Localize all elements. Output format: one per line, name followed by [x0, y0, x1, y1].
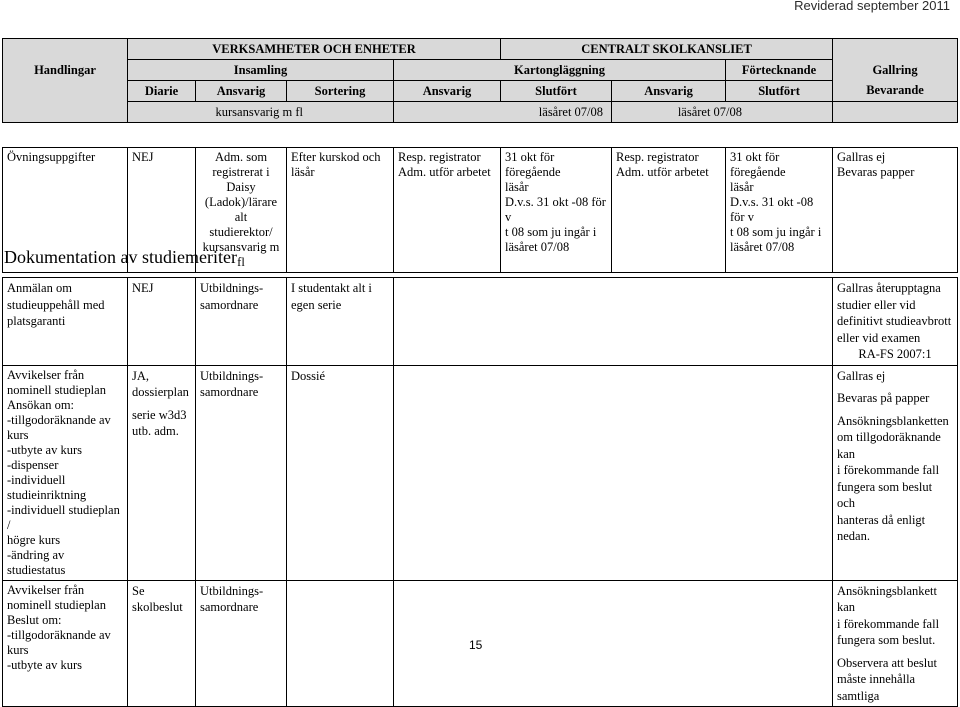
row-sortering [287, 580, 394, 707]
table-row [3, 365, 958, 580]
row-ansvarig: Utbildnings- samordnare [196, 580, 287, 707]
ovn-kart-slutfort: 31 okt för föregående läsår D.v.s. 31 okt -08 för v t 08 som ju ingår i läsåret 07/08 [501, 148, 612, 273]
group-central: CENTRALT SKOLKANSLIET [501, 39, 833, 60]
col-gallring: Gallring [833, 60, 958, 81]
col-forteckning: Förtecknande [726, 60, 833, 81]
row-gallring: Gallras ej Bevaras på papper Ansökningsblanketten om tillgodoräknande kan i förekommande fall fungera som beslut och hanteras då enligt nedan. [833, 365, 958, 580]
col-ansvarig-3: Ansvarig [612, 81, 726, 102]
row-gallring: Gallras återupptagna studier eller vid definitivt studieavbrott eller vid examen RA-FS 2007:1 [833, 278, 958, 366]
row-name: Avvikelser från nominell studieplan Beslut om: -tillgodoräknande av kurs -utbyte av kurs [3, 580, 128, 707]
ovn-ansvarig: Adm. som registrerat i Daisy (Ladok)/lärare alt studierektor/ kursansvarig m fl [196, 148, 287, 273]
revision-note: Reviderad september 2011 [794, 0, 950, 13]
row-name: Avvikelser från nominell studieplan Ansökan om: -tillgodoräknande av kurs -utbyte av kurs -dispenser -individuell studieinriktning -individuell studieplan / högre kurs -ändring av studiestatus [3, 365, 128, 580]
row3-kursansvarig: kursansvarig m fl [128, 102, 394, 123]
col-bevarande: Bevarande [833, 81, 958, 102]
col-ansvarig-2: Ansvarig [394, 81, 501, 102]
ovn-gallring: Gallras ej Bevaras papper [833, 148, 958, 273]
table-row [3, 278, 958, 366]
ovn-diarie: NEJ [128, 148, 196, 273]
row-ansvarig: Utbildnings- samordnare [196, 278, 287, 366]
ovn-kart-ansvarig: Resp. registrator Adm. utför arbetet [394, 148, 501, 273]
ovn-fort-ansvarig: Resp. registrator Adm. utför arbetet [612, 148, 726, 273]
row3-lasaret-1: läsåret 07/08 [394, 102, 612, 123]
group-verksamheter: VERKSAMHETER OCH ENHETER [128, 39, 501, 60]
col-sortering: Sortering [287, 81, 394, 102]
row-diarie: NEJ [128, 278, 196, 366]
col-slutfort-1: Slutfört [501, 81, 612, 102]
col-insamling: Insamling [128, 60, 394, 81]
section-title: Dokumentation av studiemeriter [4, 247, 237, 267]
ovn-name: Övningsuppgifter [3, 148, 128, 273]
row-diarie: Se skolbeslut [128, 580, 196, 707]
page-number: 15 [469, 638, 483, 652]
col-kartlaggning: Kartongläggning [394, 60, 726, 81]
row-sortering: Dossié [287, 365, 394, 580]
header-table [2, 38, 958, 123]
col-handlingar: Handlingar [3, 60, 128, 81]
col-ansvarig-1: Ansvarig [196, 81, 287, 102]
row-gallring: Ansökningsblankett kan i förekommande fall fungera som beslut. Observera att beslut måste innehålla samtliga [833, 580, 958, 707]
row-diarie: JA, dossierplan serie w3d3 utb. adm. [128, 365, 196, 580]
row-sortering: I studentakt alt i egen serie [287, 278, 394, 366]
row3-lasaret-2: läsåret 07/08 [612, 102, 833, 123]
ovn-sortering: Efter kurskod och läsår [287, 148, 394, 273]
ovn-fort-slutfort: 31 okt för föregående läsår D.v.s. 31 okt -08 för v t 08 som ju ingår i läsåret 07/08 [726, 148, 833, 273]
row-ansvarig: Utbildnings- samordnare [196, 365, 287, 580]
col-slutfort-2: Slutfört [726, 81, 833, 102]
col-diarie: Diarie [128, 81, 196, 102]
row-name: Anmälan om studieuppehåll med platsgaranti [3, 278, 128, 366]
